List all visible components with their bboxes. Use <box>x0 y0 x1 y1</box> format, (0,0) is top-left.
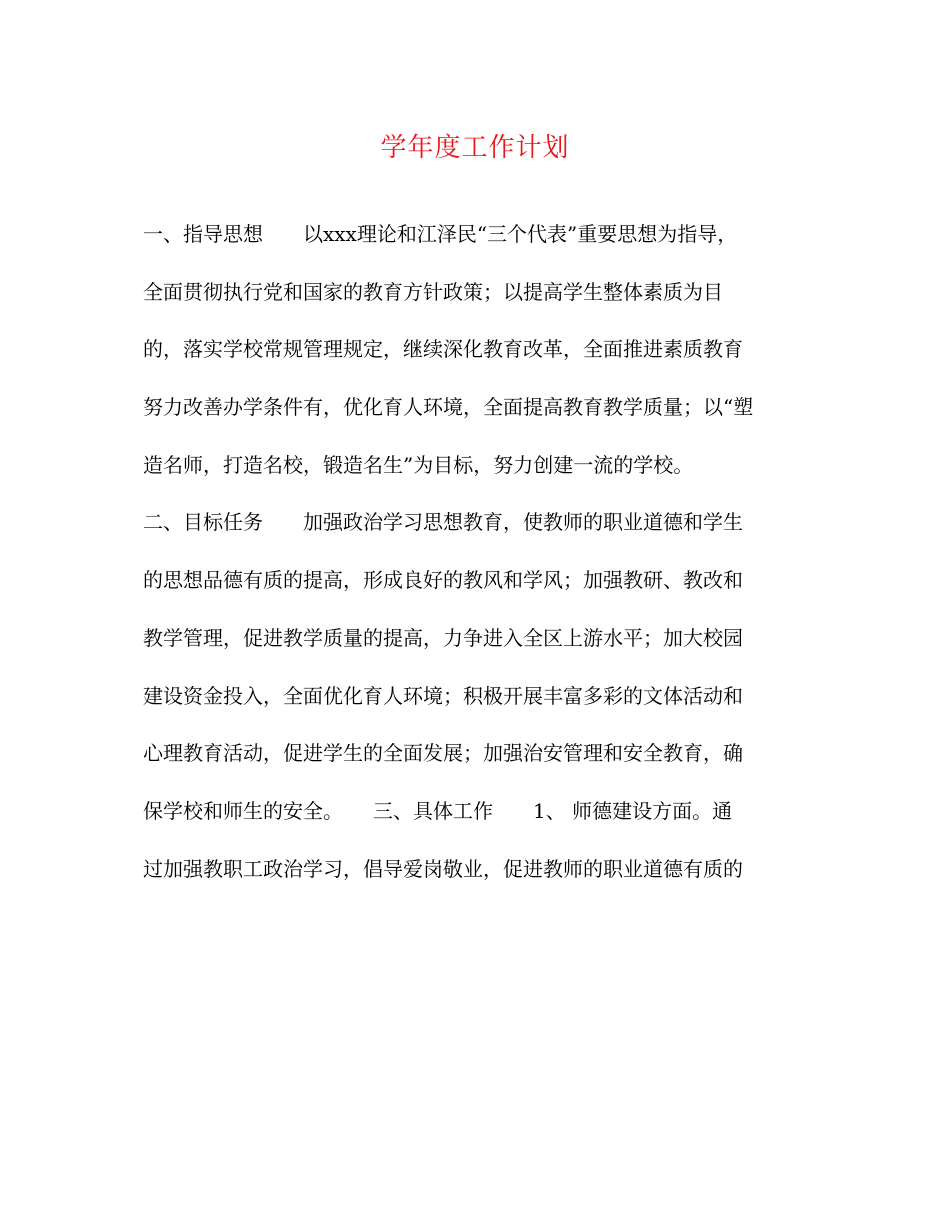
body-line: 全面贯彻执行党和国家的教育方针政策；以提高学生整体素质为目 <box>143 279 723 304</box>
body-line: 保学校和师生的安全。 三、具体工作 1、 师德建设方面。通 <box>143 798 733 823</box>
body-line: 过加强教职工政治学习，倡导爱岗敬业，促进教师的职业道德有质的 <box>143 856 743 881</box>
document-title: 学年度工作计划 <box>380 133 570 163</box>
body-line: 努力改善办学条件有，优化育人环境，全面提高教育教学质量；以“塑 <box>143 395 754 420</box>
body-line: 建设资金投入，全面优化育人环境；积极开展丰富多彩的文体活动和 <box>143 683 743 708</box>
body-line: 二、目标任务 加强政治学习思想教育，使教师的职业道德和学生 <box>143 510 743 535</box>
body-line: 一、指导思想 以xxx理论和江泽民“三个代表”重要思想为指导， <box>143 222 738 246</box>
document-body <box>143 216 823 908</box>
body-line: 的，落实学校常规管理规定，继续深化教育改革，全面推进素质教育 <box>143 337 743 362</box>
body-line: 造名师，打造名校，锻造名生”为目标，努力创建一流的学校。 <box>143 452 694 477</box>
body-line: 的思想品德有质的提高，形成良好的教风和学风；加强教研、教改和 <box>143 568 743 593</box>
body-line: 心理教育活动，促进学生的全面发展；加强治安管理和安全教育，确 <box>143 741 743 766</box>
body-line: 教学管理，促进教学质量的提高，力争进入全区上游水平；加大校园 <box>143 625 743 650</box>
